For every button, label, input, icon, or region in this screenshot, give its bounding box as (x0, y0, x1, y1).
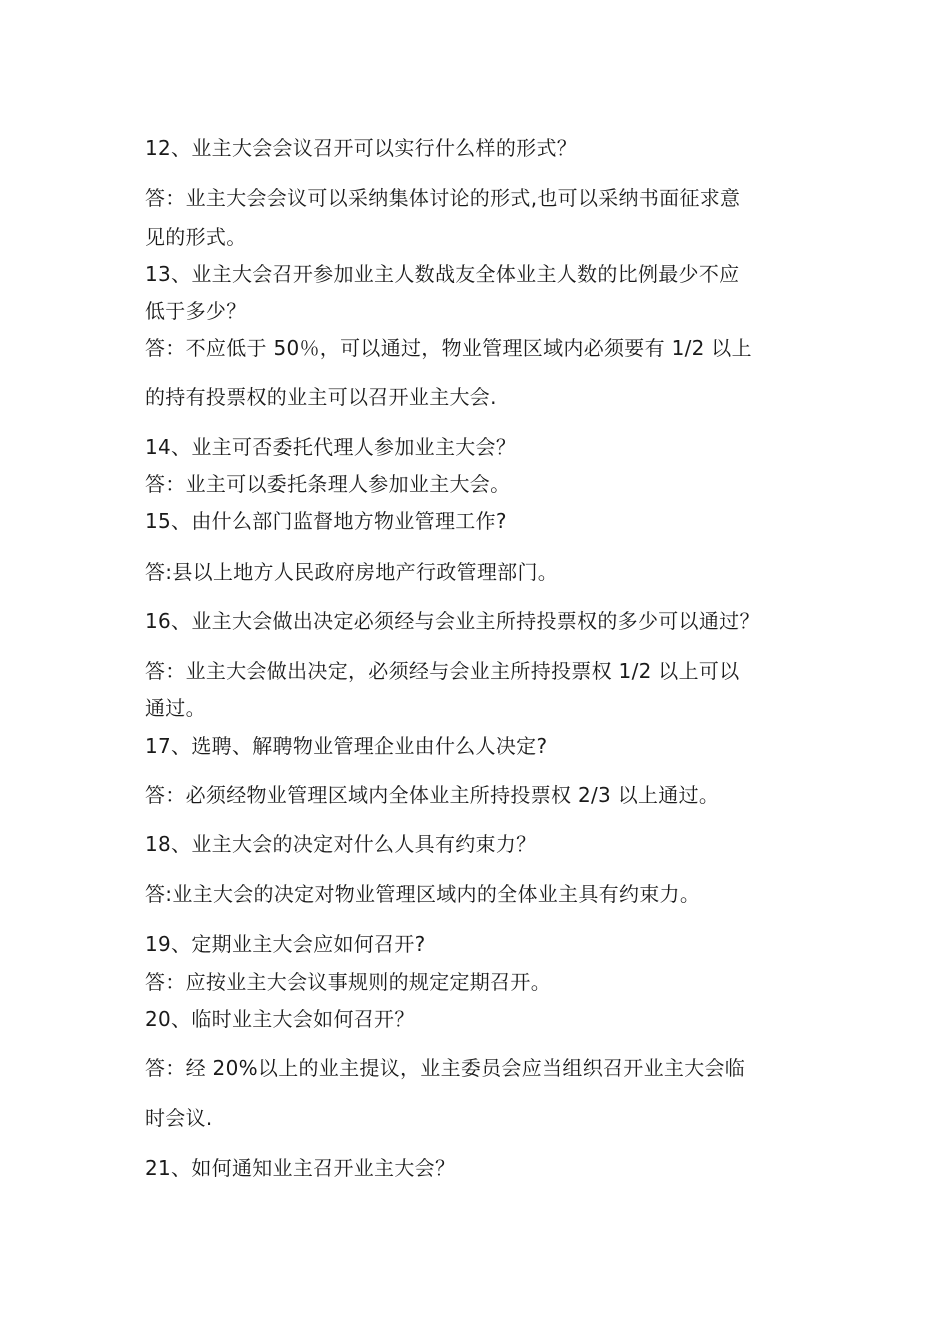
answer-14: 答：业主可以委托条理人参加业主大会。 (145, 472, 511, 496)
answer-18: 答:业主大会的决定对物业管理区域内的全体业主具有约束力。 (145, 882, 701, 906)
answer-13-line-1: 答：不应低于 50％，可以通过，物业管理区域内必须要有 1/2 以上 (145, 336, 752, 360)
question-21: 21、如何通知业主召开业主大会？ (145, 1156, 456, 1180)
answer-12-line-1: 答：业主大会会议可以采纳集体讨论的形式,也可以采纳书面征求意 (145, 186, 741, 210)
answer-17: 答：必须经物业管理区域内全体业主所持投票权 2/3 以上通过。 (145, 783, 720, 807)
question-17: 17、选聘、解聘物业管理企业由什么人决定? (145, 734, 548, 758)
question-20: 20、临时业主大会如何召开？ (145, 1007, 415, 1031)
question-19: 19、定期业主大会应如何召开? (145, 932, 426, 956)
question-13-line-1: 13、业主大会召开参加业主人数战友全体业主人数的比例最少不应 (145, 262, 740, 286)
answer-20-line-2: 时会议. (145, 1106, 213, 1130)
question-12: 12、业主大会会议召开可以实行什么样的形式？ (145, 136, 578, 160)
answer-19: 答：应按业主大会议事规则的规定定期召开。 (145, 970, 551, 994)
question-14: 14、业主可否委托代理人参加业主大会？ (145, 435, 517, 459)
answer-15: 答:县以上地方人民政府房地产行政管理部门。 (145, 560, 559, 584)
answer-16-line-1: 答：业主大会做出决定，必须经与会业主所持投票权 1/2 以上可以 (145, 659, 740, 683)
answer-12-line-2: 见的形式。 (145, 225, 247, 249)
answer-20-line-1: 答：经 20%以上的业主提议，业主委员会应当组织召开业主大会临 (145, 1056, 746, 1080)
question-13-line-2: 低于多少？ (145, 299, 247, 323)
question-18: 18、业主大会的决定对什么人具有约束力？ (145, 832, 537, 856)
question-15: 15、由什么部门监督地方物业管理工作? (145, 509, 507, 533)
answer-13-line-2: 的持有投票权的业主可以召开业主大会. (145, 385, 497, 409)
answer-16-line-2: 通过。 (145, 696, 206, 720)
question-16: 16、业主大会做出决定必须经与会业主所持投票权的多少可以通过？ (145, 609, 760, 633)
